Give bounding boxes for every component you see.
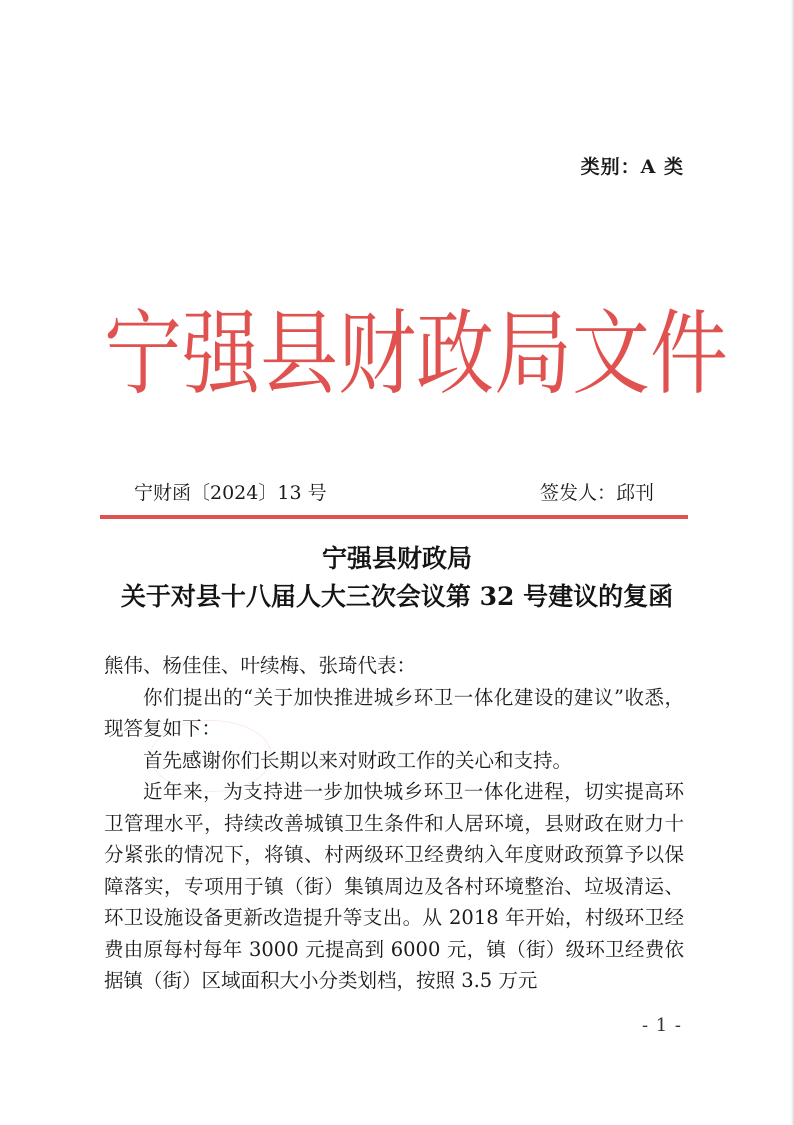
document-number: 宁财函〔2024〕13 号 bbox=[134, 482, 327, 504]
document-body bbox=[104, 650, 684, 997]
document-info-row bbox=[134, 478, 654, 504]
title-line-2: 关于对县十八届人大三次会议第 32 号建议的复函 bbox=[120, 582, 674, 611]
body-paragraph: 你们提出的“关于加快推进城乡环卫一体化建设的建议”收悉，现答复如下： bbox=[104, 685, 684, 740]
title-line-1: 宁强县财政局 bbox=[321, 544, 472, 573]
red-divider-line bbox=[100, 515, 688, 519]
document-title bbox=[100, 540, 694, 616]
page-number: - 1 - bbox=[641, 1015, 682, 1036]
document-category: 类别：A 类 bbox=[580, 156, 684, 178]
body-paragraph: 首先感谢你们长期以来对财政工作的关心和支持。 bbox=[143, 748, 573, 772]
masthead-title: 宁强县财政局文件 bbox=[104, 301, 729, 408]
body-paragraph: 近年来，为支持进一步加快城乡环卫一体化进程，切实提高环卫管理水平，持续改善城镇卫生条件和人居环境，县财政在财力十分紧张的情况下，将镇、村两级环卫经费纳入年度财政预算予以保障落实，专项用于镇（街）集镇周边及各村环境整治、垃圾清运、环卫设施设备更新改造提升等支出。从 2018 年开始，村级环卫经费由原每村每年 3000 元提高到 6000 元，镇（街）级环卫经费依据镇（街）区域面积大小分类划档，按照 3.5 万元 bbox=[104, 780, 684, 992]
signer: 签发人：邱刊 bbox=[539, 482, 654, 504]
salutation: 熊伟、杨佳佳、叶续梅、张琦代表： bbox=[104, 654, 417, 677]
